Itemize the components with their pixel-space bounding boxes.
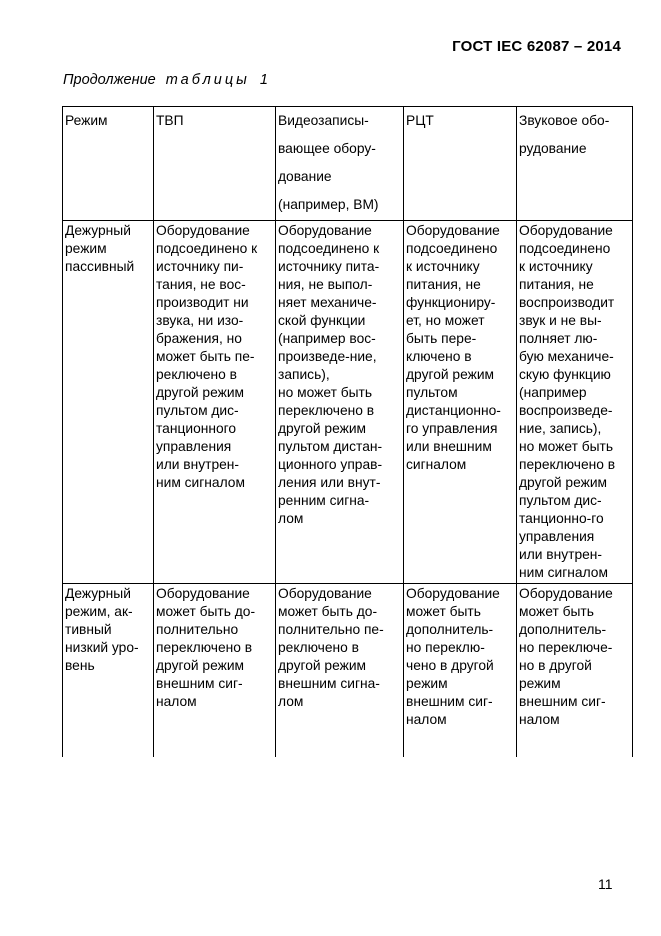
document-id: ГОСТ IEC 62087 – 2014 [452, 38, 621, 55]
cell-audio: Оборудование может быть дополнитель- но переключе- но в другой режим внешним сиг- налом [517, 584, 633, 758]
cell-tv: Оборудование может быть до- полнительно переключено в другой режим внешним сиг- налом [154, 584, 276, 758]
table-row [63, 221, 633, 584]
cell-audio: Оборудование подсоединено к источнику питания, не воспроизводит звук и не вы- полняет лю- бую механиче- скую функцию (например воспроизведе- ние, запись), но может быть переключено в другой режим пультом дис- танционно-го управления или внутрен- ним сигналом [517, 221, 633, 584]
caption-number: 1 [259, 72, 271, 88]
cell-dtv: Оборудование подсоединено к источнику питания, не функциониру- ет, но может быть пере- ключено в другой режим пультом дистанционно- го управления или внешним сигналом [404, 221, 517, 584]
column-header-mode: Режим [63, 107, 154, 221]
cell-vcr: Оборудование может быть до- полнительно пе- реключено в другой режим внешним сигна- лом [276, 584, 404, 758]
cell-vcr: Оборудование подсоединено к источнику пита- ния, не выпол- няет механиче- ской функции (например вос- произведе-ние, запись), но может быть переключено в другой режим пультом дистан- ционного управ- ления или внут- ренним сигна- лом [276, 221, 404, 584]
column-header-audio: Звуковое обо- рудование [517, 107, 633, 221]
column-header-tv: ТВП [154, 107, 276, 221]
page-number: 11 [598, 876, 613, 892]
table-header-row [63, 107, 633, 221]
cell-mode: Дежурный режим, ак- тивный низкий уро- вень [63, 584, 154, 758]
table-caption [63, 72, 271, 88]
table-row [63, 584, 633, 758]
column-header-vcr: Видеозаписы- вающее обору- дование (например, ВМ) [276, 107, 404, 221]
modes-table [62, 106, 633, 757]
caption-word: таблицы [165, 72, 250, 88]
cell-dtv: Оборудование может быть дополнитель- но переклю- чено в другой режим внешним сиг- налом [404, 584, 517, 758]
cell-tv: Оборудование подсоединено к источнику пи- тания, не вос- производит ни звука, ни изо- бражения, но может быть пе- реключено в другой режим пультом дис- танционного управления или внутрен- ним сигналом [154, 221, 276, 584]
caption-prefix: Продолжение [63, 72, 156, 88]
cell-mode: Дежурный режим пассивный [63, 221, 154, 584]
column-header-dtv: РЦТ [404, 107, 517, 221]
